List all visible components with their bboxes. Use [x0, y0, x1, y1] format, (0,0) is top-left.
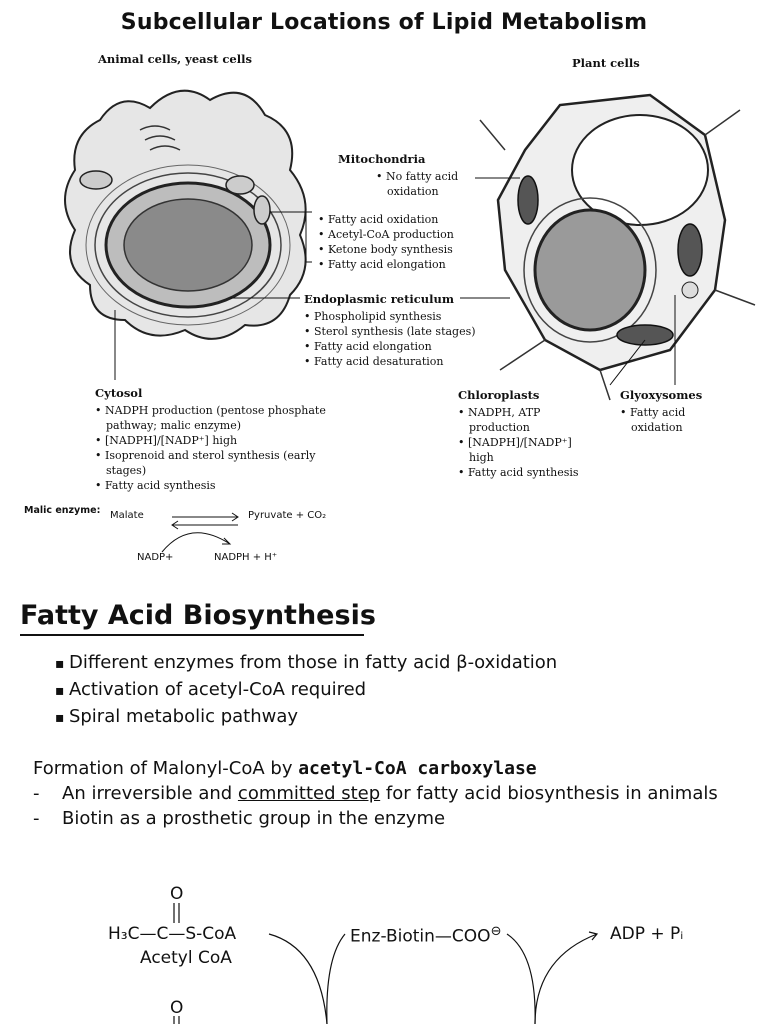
formation-prefix: Formation of Malonyl-CoA by [33, 758, 299, 779]
malate-label: Malate [110, 510, 144, 521]
vacuole [572, 115, 708, 225]
animal-cells-caption: Animal cells, yeast cells [98, 52, 252, 66]
malic-arrows [120, 512, 250, 557]
er-item: • Phospholipid synthesis [304, 309, 504, 324]
formation-block [33, 756, 753, 831]
carbonyl-o-bottom: O [170, 998, 184, 1018]
plant-nucleus [535, 210, 645, 330]
mito-item: • Fatty acid oxidation [318, 212, 488, 227]
mitochondrion [226, 176, 254, 194]
nadp-label: NADP+ [137, 552, 174, 563]
cytosol-title: Cytosol [95, 386, 143, 400]
malic-enzyme-label: Malic enzyme: [24, 505, 101, 516]
plant-cells-caption: Plant cells [572, 56, 640, 70]
reaction-arrows [265, 918, 605, 1024]
section-title: Fatty Acid Biosynthesis [20, 600, 376, 631]
chloroplast [617, 325, 673, 345]
committed-step: committed step [237, 783, 381, 804]
chloroplasts-item: • Fatty acid synthesis [458, 465, 598, 480]
glyoxysomes-block [620, 388, 740, 435]
glyoxysomes-item: • Fatty acid oxidation [620, 405, 740, 435]
dash-item: - Biotin as a prosthetic group in the enzyme [33, 808, 446, 829]
mitochondrion [254, 196, 270, 224]
chloroplast [678, 224, 702, 276]
cytosol-item: • NADPH production (pentose phosphate pathway; malic enzyme) [95, 403, 340, 433]
dash1-text-a: An irreversible and [62, 783, 238, 804]
mitochondria-title: Mitochondria [338, 152, 426, 166]
chloroplasts-block [458, 388, 598, 480]
cytosol-item: • Fatty acid synthesis [95, 478, 340, 493]
nadph-label: NADPH + H⁺ [214, 552, 278, 563]
er-item: • Fatty acid elongation [304, 339, 504, 354]
page-title: Subcellular Locations of Lipid Metabolism [120, 10, 648, 35]
glyoxysome [682, 282, 698, 298]
mitochondrion [80, 171, 112, 189]
animal-mito-block [318, 210, 488, 272]
dash1-text-b: for fatty acid biosynthesis in animals [380, 783, 718, 804]
negative-charge: ⊖ [490, 924, 502, 939]
acetyl-coa-name: Acetyl CoA [140, 948, 232, 968]
pyruvate-label: Pyruvate + CO₂ [248, 510, 327, 521]
chloroplasts-item: • [NADPH]/[NADP⁺] high [458, 435, 598, 465]
mitochondria-block [338, 152, 468, 199]
bullet-item: ▪ Activation of acetyl-CoA required [55, 677, 557, 704]
double-bond-top [170, 903, 184, 925]
mito-item: • Acetyl-CoA production [318, 227, 488, 242]
double-bond-bottom [170, 1016, 184, 1024]
er-block [304, 292, 504, 369]
chloroplasts-title: Chloroplasts [458, 388, 540, 402]
cytosol-item: • Isoprenoid and sterol synthesis (early stages) [95, 448, 340, 478]
formation-enzyme: acetyl-CoA carboxylase [298, 758, 537, 779]
adp-pi-label: ADP + Pᵢ [610, 924, 684, 944]
cytosol-item: • [NADPH]/[NADP⁺] high [95, 433, 340, 448]
bullet-item: ▪ Different enzymes from those in fatty acid β-oxidation [55, 650, 557, 677]
chloroplasts-item: • NADPH, ATP production [458, 405, 598, 435]
dash2-text: Biotin as a prosthetic group in the enzyme [62, 808, 446, 829]
cytosol-block [95, 386, 340, 493]
dash-item: - An irreversible and committed step for fatty acid biosynthesis in animals [33, 783, 718, 804]
acetyl-coa-formula: H₃C—C—S-CoA [108, 924, 237, 944]
formation-line [33, 756, 753, 781]
er-title: Endoplasmic reticulum [304, 292, 455, 306]
glyoxysomes-title: Glyoxysomes [620, 388, 703, 402]
er-item: • Fatty acid desaturation [304, 354, 504, 369]
mito-item: • Ketone body synthesis [318, 242, 488, 257]
section-title-underline [20, 634, 364, 636]
enz-biotin-label: Enz-Biotin—COO⊖ [350, 924, 502, 947]
chloroplast [518, 176, 538, 224]
bullet-list [55, 650, 557, 731]
er-item: • Sterol synthesis (late stages) [304, 324, 504, 339]
mito-item: • Fatty acid elongation [318, 257, 488, 272]
carbonyl-o-top: O [170, 884, 184, 904]
bullet-item: ▪ Spiral metabolic pathway [55, 704, 557, 731]
mitochondria-item: • No fatty acid oxidation [376, 169, 468, 199]
